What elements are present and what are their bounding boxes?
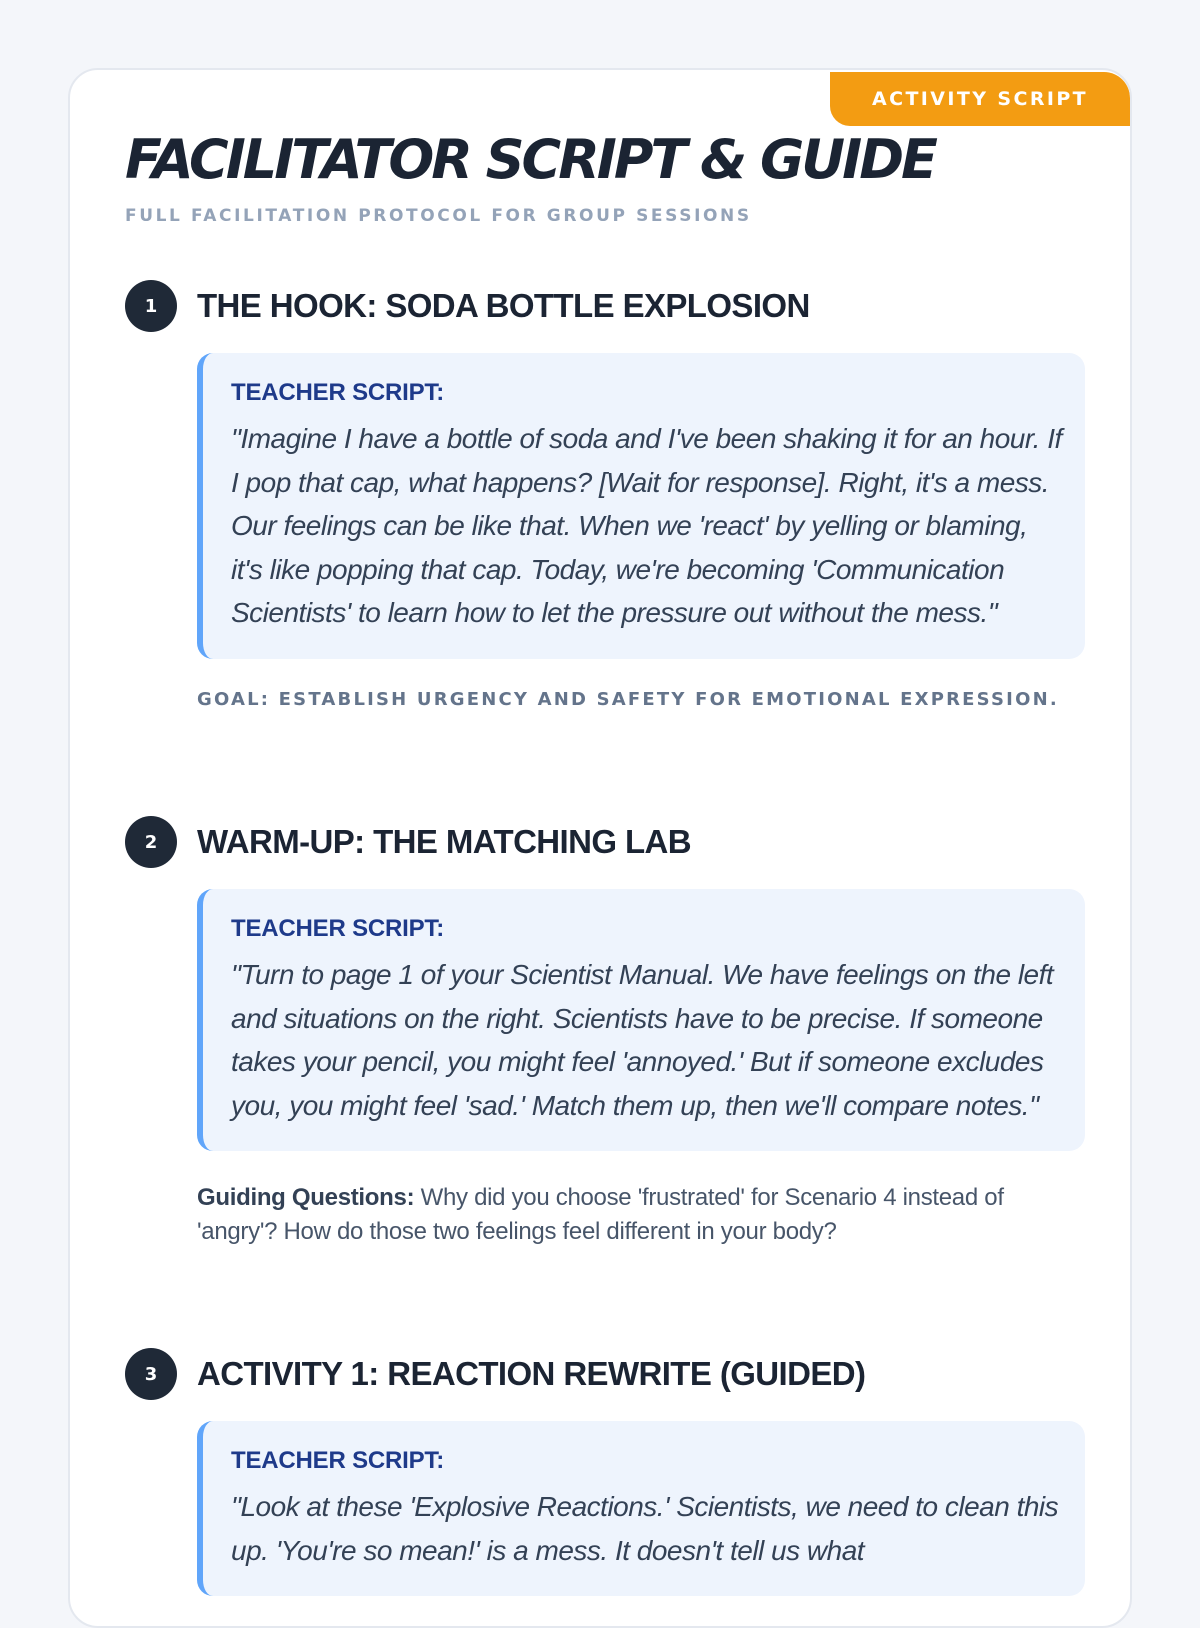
teacher-script-box [197, 353, 1085, 659]
section-header [125, 815, 1085, 869]
page-title: FACILITATOR SCRIPT & GUIDE [125, 128, 935, 191]
script-label: TEACHER SCRIPT: [231, 379, 445, 406]
teacher-script-box [197, 889, 1085, 1151]
guiding-questions-label: Guiding Questions: [197, 1184, 415, 1211]
section-header [125, 279, 1085, 333]
section-hook [125, 279, 1085, 710]
section-activity-1 [125, 1347, 1085, 1596]
section-header [125, 1347, 1085, 1401]
script-card [68, 68, 1132, 1628]
script-label: TEACHER SCRIPT: [231, 915, 445, 942]
step-number-badge: 3 [125, 1348, 177, 1400]
section-title: WARM-UP: THE MATCHING LAB [197, 823, 691, 860]
page-subtitle: FULL FACILITATION PROTOCOL FOR GROUP SESSIONS [125, 206, 752, 226]
script-text: "Turn to page 1 of your Scientist Manual. We have feelings on the left and situations on the right. Scientists have to be precise. If someone takes your pencil, you might feel 'annoyed.' But if someone excludes you, you might feel 'sad.' Match them up, then we'll compare notes." [231, 959, 1054, 1121]
script-label: TEACHER SCRIPT: [231, 1447, 445, 1474]
guiding-questions-text: Why did you choose 'frustrated' for Scenario 4 instead of 'angry'? How do those two feelings feel different in your body? [197, 1184, 1004, 1245]
guiding-questions [197, 1181, 1057, 1249]
script-text: "Look at these 'Explosive Reactions.' Scientists, we need to clean this up. 'You're so mean!' is a mess. It doesn't tell us what [231, 1491, 1059, 1566]
activity-badge: ACTIVITY SCRIPT [830, 72, 1130, 126]
teacher-script-box [197, 1421, 1085, 1596]
section-warm-up [125, 815, 1085, 1249]
section-goal: GOAL: ESTABLISH URGENCY AND SAFETY FOR EMOTIONAL EXPRESSION. [197, 688, 1059, 710]
step-number-badge: 1 [125, 280, 177, 332]
section-title: THE HOOK: SODA BOTTLE EXPLOSION [197, 287, 810, 324]
step-number-badge: 2 [125, 816, 177, 868]
section-title: ACTIVITY 1: REACTION REWRITE (GUIDED) [197, 1355, 866, 1392]
script-text: "Imagine I have a bottle of soda and I've been shaking it for an hour. If I pop that cap, what happens? [Wait for response]. Right, it's a mess. Our feelings can be like that. When we 'react' by yelling or blaming, it's like popping that cap. Today, we're becoming 'Communication Scientists' to learn how to let the pressure out without the mess." [231, 423, 1062, 628]
